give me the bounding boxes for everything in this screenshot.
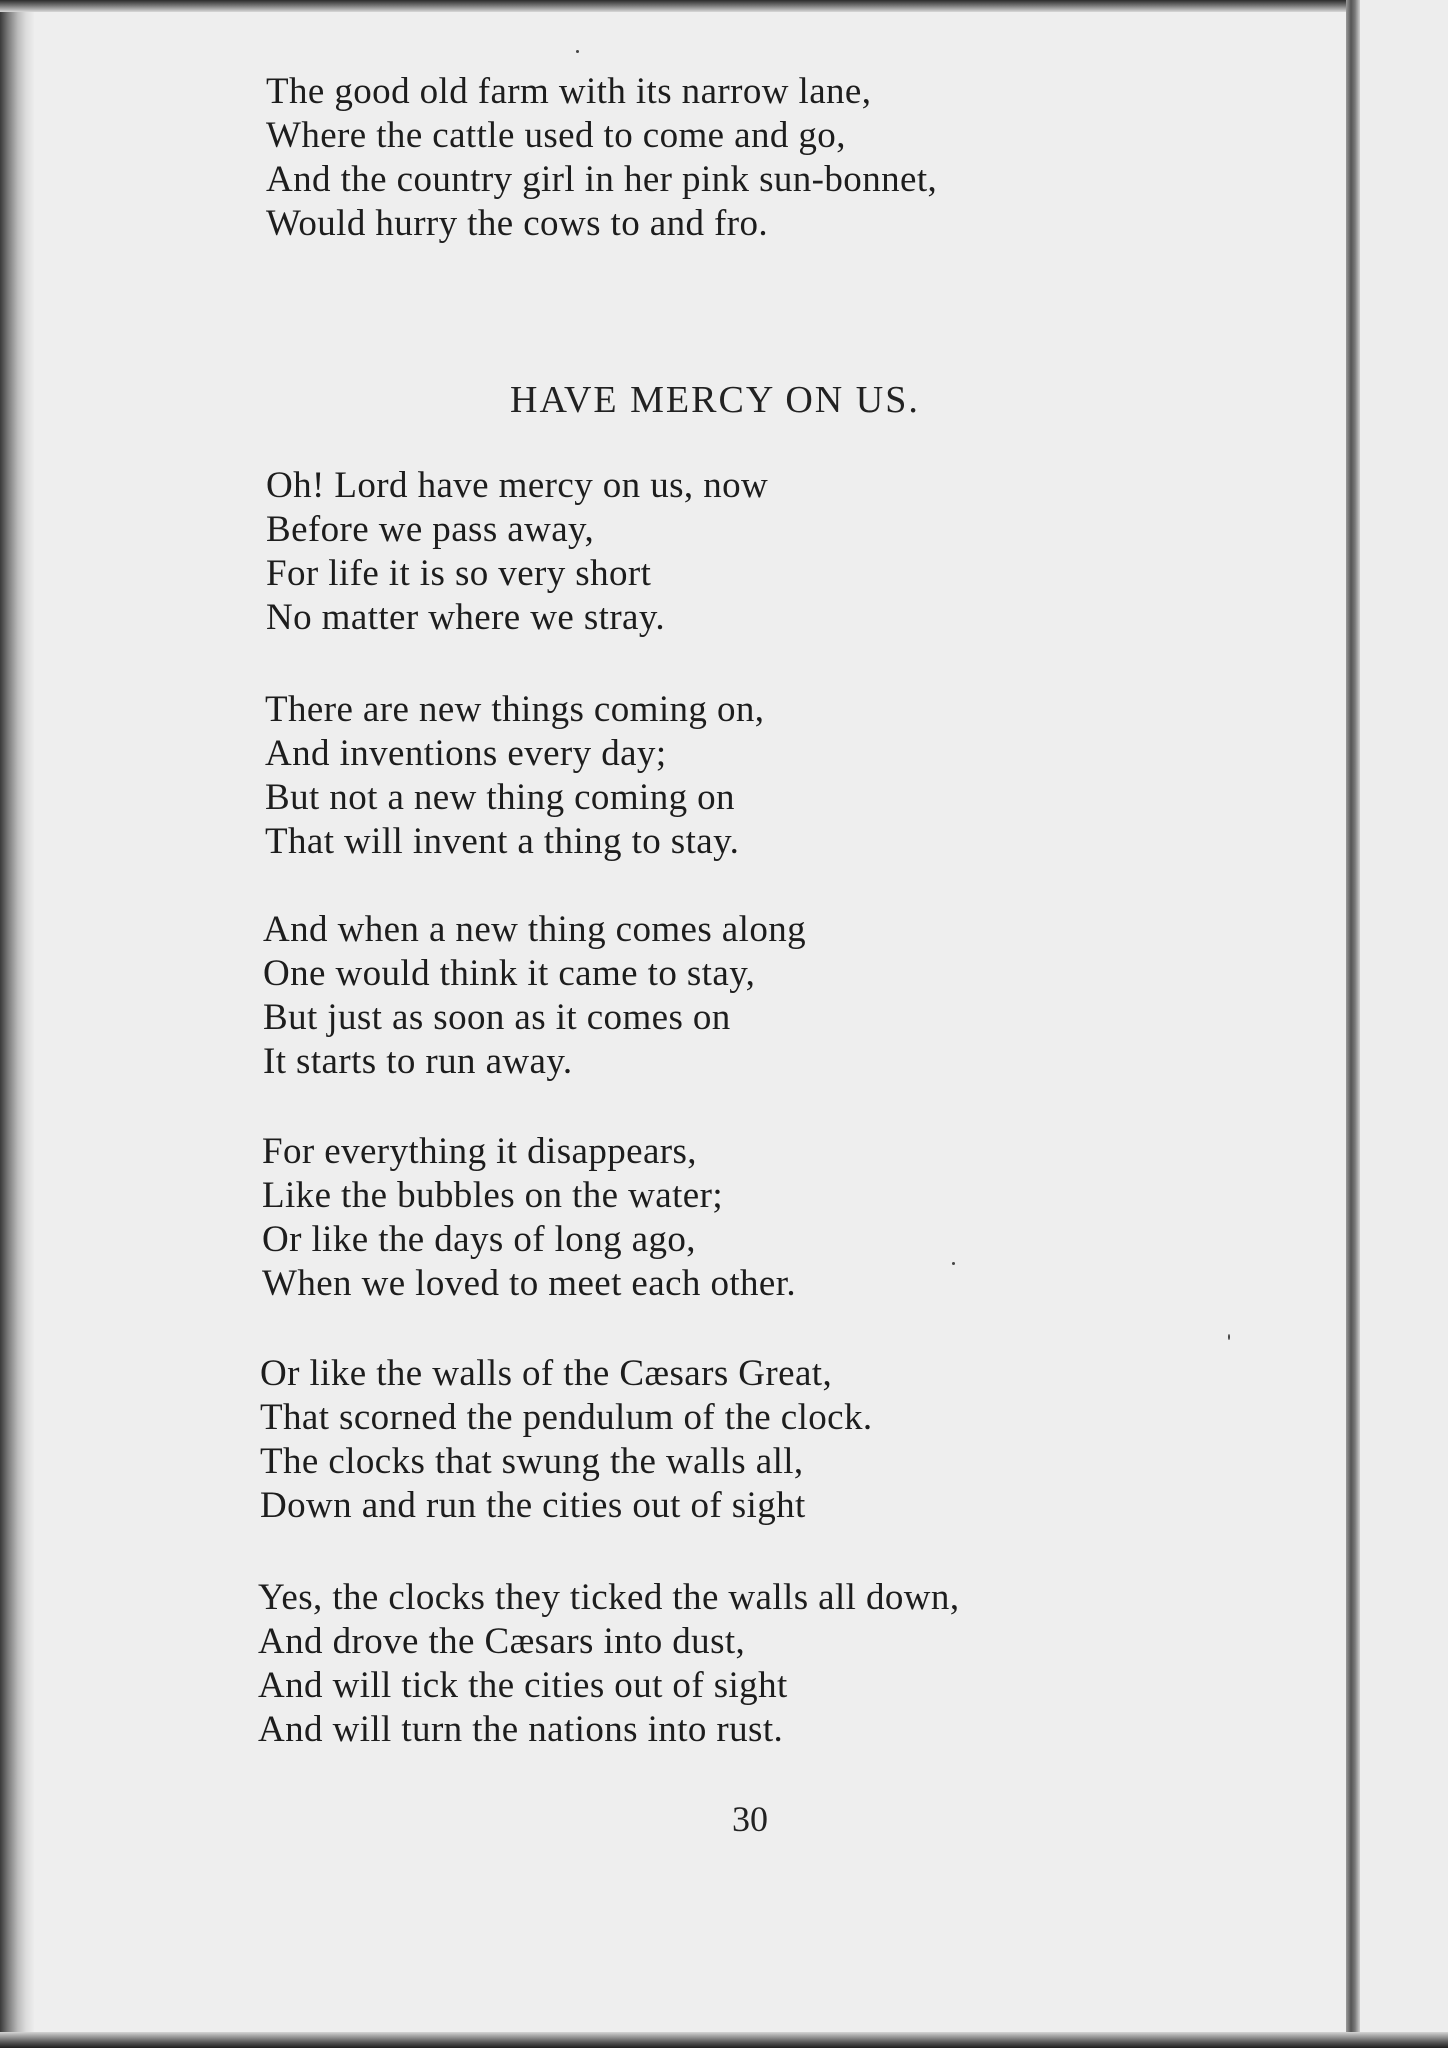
verse-line: Oh! Lord have mercy on us, now: [266, 465, 769, 506]
poem-title: HAVE MERCY ON US.: [510, 379, 920, 421]
book-binding-shadow: [0, 0, 34, 2048]
verse-line: Yes, the clocks they ticked the walls all down,: [258, 1577, 960, 1618]
verse-line: The clocks that swung the walls all,: [260, 1441, 804, 1482]
verse-line: And the country girl in her pink sun-bonnet,: [266, 159, 938, 200]
verse-line: And inventions every day;: [265, 733, 667, 774]
verse-line: And when a new thing comes along: [263, 909, 807, 950]
verse-line: One would think it came to stay,: [263, 953, 756, 994]
verse-line: No matter where we stray.: [266, 597, 666, 638]
page-number: 30: [732, 1799, 768, 1839]
verse-line: Or like the walls of the Cæsars Great,: [260, 1353, 833, 1394]
scan-speck: [952, 1262, 955, 1265]
scan-speck: [1228, 1334, 1230, 1340]
verse-line: Would hurry the cows to and fro.: [266, 203, 769, 244]
verse-line: But not a new thing coming on: [265, 777, 735, 818]
adjacent-page-strip: [1360, 0, 1448, 2048]
verse-line: When we loved to meet each other.: [262, 1263, 797, 1304]
scan-speck: [576, 50, 579, 53]
verse-line: For life it is so very short: [266, 553, 652, 594]
page-gutter-divider: [1346, 0, 1360, 2048]
verse-line: The good old farm with its narrow lane,: [266, 71, 872, 112]
verse-line: And will tick the cities out of sight: [258, 1665, 788, 1706]
page-top-edge: [0, 0, 1448, 12]
verse-line: Before we pass away,: [266, 509, 595, 550]
book-page: [34, 12, 1346, 2032]
verse-line: That will invent a thing to stay.: [265, 821, 740, 862]
stanza-2: [265, 688, 1165, 864]
verse-line: There are new things coming on,: [265, 689, 765, 730]
verse-line: It starts to run away.: [263, 1041, 573, 1082]
verse-line: Down and run the cities out of sight: [260, 1485, 806, 1526]
top-stanza: [266, 70, 1166, 246]
stanza-3: [263, 908, 1163, 1084]
verse-line: For everything it disappears,: [262, 1131, 697, 1172]
stanza-4: [262, 1130, 1162, 1306]
verse-line: And drove the Cæsars into dust,: [258, 1621, 746, 1662]
verse-line: And will turn the nations into rust.: [258, 1709, 784, 1750]
verse-line: Where the cattle used to come and go,: [266, 115, 846, 156]
verse-line: That scorned the pendulum of the clock.: [260, 1397, 873, 1438]
stanza-6: [258, 1576, 1158, 1752]
stanza-5: [260, 1352, 1160, 1528]
verse-line: Or like the days of long ago,: [262, 1219, 696, 1260]
verse-line: Like the bubbles on the water;: [262, 1175, 724, 1216]
stanza-1: [266, 464, 1166, 640]
verse-line: But just as soon as it comes on: [263, 997, 731, 1038]
page-bottom-edge: [0, 2032, 1448, 2048]
